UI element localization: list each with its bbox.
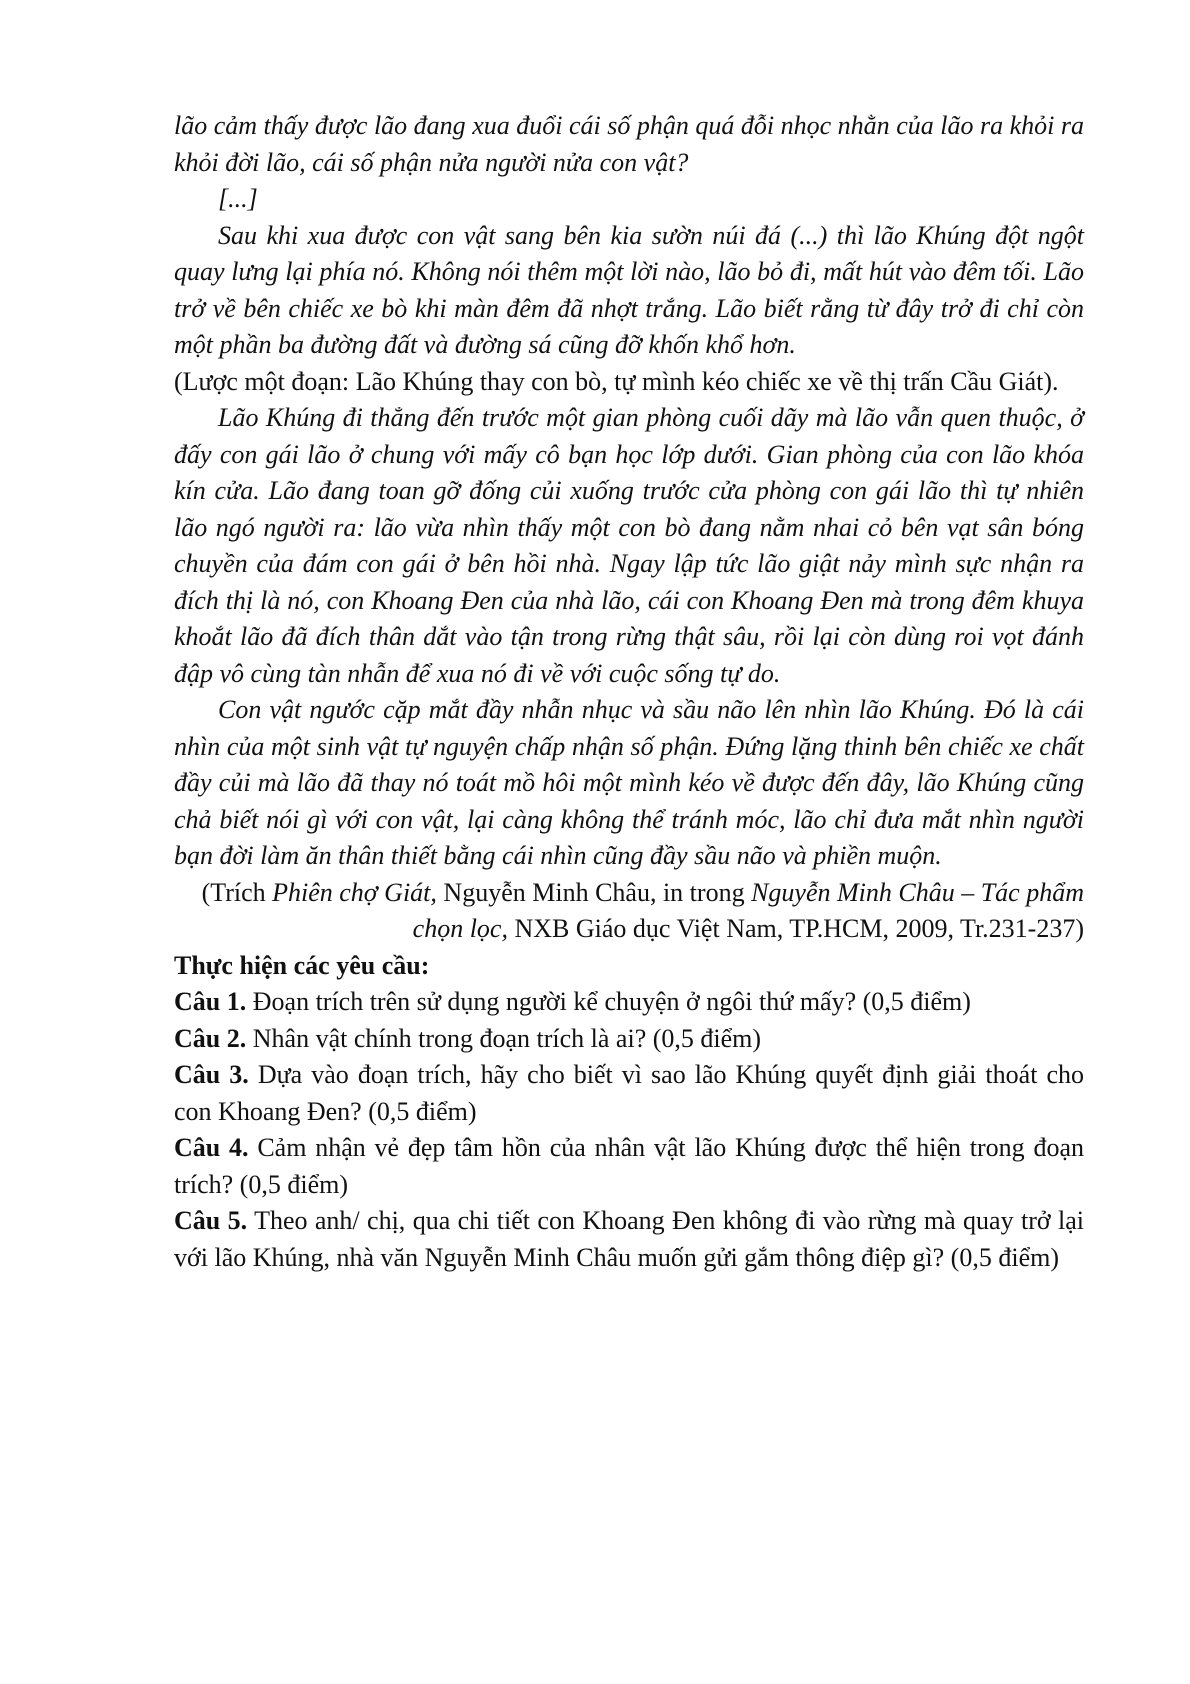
question-text: Nhân vật chính trong đoạn trích là ai? (0,5 điểm)	[246, 1023, 762, 1053]
question-text: Đoạn trích trên sử dụng người kể chuyện ở ngôi thứ mấy? (0,5 điểm)	[246, 987, 971, 1016]
citation-publisher: NXB Giáo dục Việt Nam, TP.HCM, 2009, Tr.231-237)	[507, 914, 1084, 943]
question-1	[174, 984, 1084, 1021]
citation-author: Nguyễn Minh Châu, in trong	[436, 877, 752, 907]
citation-open: (Trích	[201, 877, 273, 907]
passage-paragraph-4: Con vật ngước cặp mắt đầy nhẫn nhục và sầu não lên nhìn lão Khúng. Đó là cái nhìn của một sinh vật tự nguyện chấp nhận số phận. Đứng lặng thinh bên chiếc xe chất đầy củi mà lão đã thay nó toát mồ hôi một mình kéo về được đến đây, lão Khúng cũng chả biết nói gì với con vật, lại càng không thể tránh móc, lão chỉ đưa mắt nhìn người bạn đời làm ăn thân thiết bằng cái nhìn cũng đầy sầu não và phiền muộn.	[174, 695, 1084, 870]
question-text: Theo anh/ chị, qua chi tiết con Khoang Đen không đi vào rừng mà quay trở lại với lão Khúng, nhà văn Nguyễn Minh Châu muốn gửi gắm thông điệp gì? (0,5 điểm)	[174, 1206, 1084, 1272]
question-text: Dựa vào đoạn trích, hãy cho biết vì sao lão Khúng quyết định giải thoát cho con Khoang Đen? (0,5 điểm)	[174, 1060, 1084, 1126]
question-3	[174, 1057, 1084, 1130]
question-label: Câu 3.	[174, 1060, 249, 1089]
question-label: Câu 1.	[174, 987, 247, 1016]
citation-collection-b: chọn lọc,	[412, 914, 508, 943]
question-2	[174, 1021, 1084, 1058]
passage-paragraph-2: Sau khi xua được con vật sang bên kia sườn núi đá (...) thì lão Khúng đột ngột quay lưng lại phía nó. Không nói thêm một lời nào, lão bỏ đi, mất hút vào đêm tối. Lão trở về bên chiếc xe bò khi màn đêm đã nhợt trắng. Lão biết rằng từ đây trở đi chỉ còn một phần ba đường đất và đường sá cũng đỡ khốn khổ hơn.	[174, 220, 1084, 359]
question-5	[174, 1203, 1084, 1276]
question-label: Câu 5.	[174, 1206, 248, 1235]
citation-work: Phiên chợ Giát,	[272, 877, 437, 907]
question-text: Cảm nhận vẻ đẹp tâm hồn của nhân vật lão Khúng được thể hiện trong đoạn trích? (0,5 điểm)	[174, 1133, 1084, 1199]
passage-paragraph-3: Lão Khúng đi thẳng đến trước một gian phòng cuối dãy mà lão vẫn quen thuộc, ở đấy con gái lão ở chung với mấy cô bạn học lớp dưới. Gian phòng của con lão khóa kín cửa. Lão đang toan gỡ đống củi xuống trước cửa phòng con gái lão thì tự nhiên lão ngó người ra: lão vừa nhìn thấy một con bò đang nằm nhai cỏ bên vạt sân bóng chuyền của đám con gái ở bên hồi nhà. Ngay lập tức lão giật nảy mình sực nhận ra đích thị là nó, con Khoang Đen của nhà lão, cái con Khoang Đen mà trong đêm khuya khoắt lão đã đích thân dắt vào tận trong rừng thật sâu, rồi lại còn dùng roi vọt đánh đập vô cùng tàn nhẫn để xua nó đi về với cuộc sống tự do.	[174, 403, 1084, 688]
omitted-note: (Lược một đoạn: Lão Khúng thay con bò, tự mình kéo chiếc xe về thị trấn Cầu Giát).	[174, 366, 1059, 396]
passage-paragraph-1: lão cảm thấy được lão đang xua đuổi cái số phận quá đỗi nhọc nhằn của lão ra khỏi ra khỏi đời lão, cái số phận nửa người nửa con vật?	[174, 111, 1084, 177]
citation-line-1	[174, 875, 1084, 912]
tasks-heading: Thực hiện các yêu cầu:	[174, 950, 430, 980]
citation-line-2	[174, 911, 1084, 948]
document-page	[174, 108, 1084, 1276]
question-label: Câu 2.	[174, 1023, 247, 1053]
question-4	[174, 1130, 1084, 1203]
question-label: Câu 4.	[174, 1133, 249, 1162]
passage-ellipsis: [...]	[218, 184, 258, 213]
citation-collection-a: Nguyễn Minh Châu – Tác phẩm	[751, 877, 1084, 907]
